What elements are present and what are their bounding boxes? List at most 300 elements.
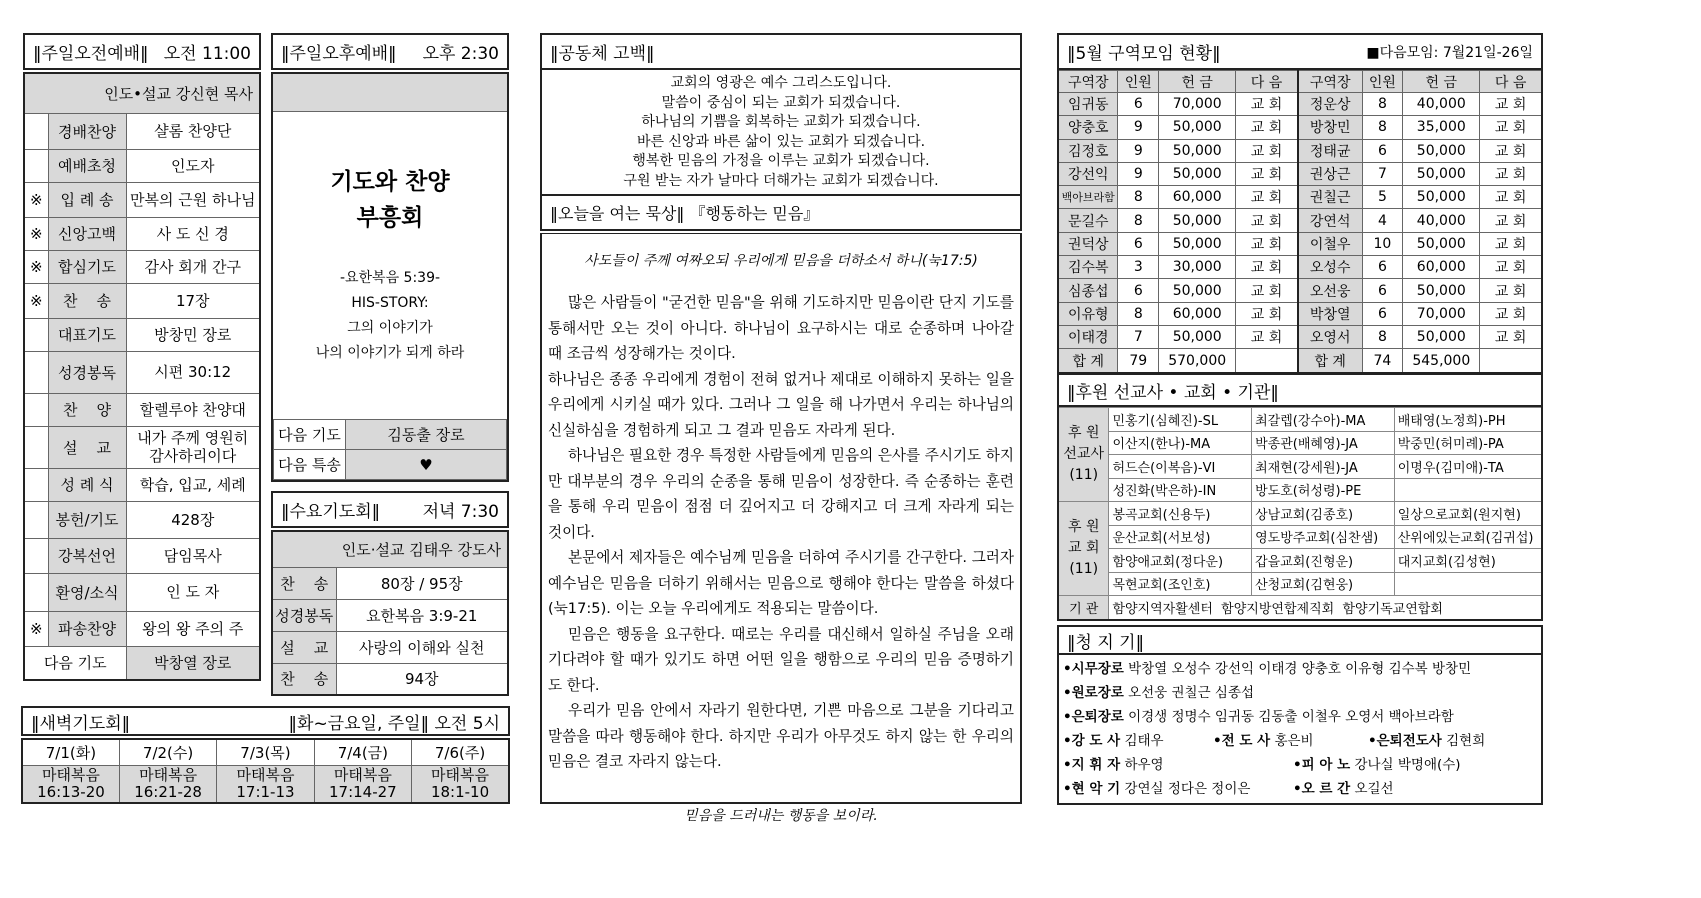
district-cell: 교 회 xyxy=(1480,186,1542,209)
dawn-reading xyxy=(314,765,411,803)
district-cell: 50,000 xyxy=(1403,186,1480,209)
district-cell: 7 xyxy=(1362,162,1403,185)
support-row xyxy=(1058,572,1542,596)
order-row xyxy=(24,501,260,538)
staff-header xyxy=(1057,625,1543,655)
district-cell: 방창민 xyxy=(1298,116,1362,139)
wednesday-row-value: 94장 xyxy=(336,663,508,695)
dawn-book: 마태복음 xyxy=(431,765,490,784)
meditation-paragraph-2: 하나님은 종종 우리에게 경험이 전혀 없거나 제대로 이해하지 못하는 일을 우리에게 시키실 때가 있다. 그러나 그 일을 해 나가면서 우리는 하나님의 신실하심을 경험하게 되고 그 결과 믿음도 자라게 된다. xyxy=(548,370,1014,439)
confession-line: 바른 신앙과 바른 삶이 있는 교회가 되겠습니다. xyxy=(636,133,926,150)
order-row xyxy=(24,283,260,318)
meditation-verse: 사도들이 주께 여짜오되 우리에게 믿음을 더하소서 하니(눅17:5) xyxy=(584,253,978,269)
support-title: ‖후원 선교사 • 교회 • 기관‖ xyxy=(1067,382,1279,403)
district-cell: 6 xyxy=(1118,93,1159,116)
afternoon-time: 오후 2:30 xyxy=(422,44,499,64)
wednesday-row-label: 설 교 xyxy=(272,631,336,663)
support-entry: 방도호(허성령)-PE xyxy=(1252,478,1395,502)
support-entry: 배태영(노정희)-PH xyxy=(1394,408,1542,432)
district-cell: 70,000 xyxy=(1403,302,1480,325)
organist: 오길선 xyxy=(1354,781,1394,797)
district-report xyxy=(1057,33,1543,374)
org-list: 함양지역자활센터 함양지방연합제직회 함양기독교연합회 xyxy=(1109,596,1542,620)
meditation-paragraph-4: 본문에서 제자들은 예수님께 믿음을 더하여 주시기를 간구한다. 그러자 예수님은 믿음을 더하기 위해서는 믿음으로 행해야 한다는 말씀을 하셨다(눅17:5). 이는 오늘 우리에게도 적용되는 말씀이다. xyxy=(548,549,1014,617)
district-cell: 교 회 xyxy=(1480,93,1542,116)
district-cell: 4 xyxy=(1362,209,1403,232)
dawn-book: 마태복음 xyxy=(236,765,295,784)
order-mark: ※ xyxy=(24,250,48,283)
order-mark xyxy=(24,426,48,468)
dawn-reading xyxy=(412,765,509,803)
morning-leader: 인도•설교 강신현 목사 xyxy=(24,73,260,113)
dawn-service xyxy=(21,706,510,804)
retired-elders: 이경생 정명수 임귀동 김동출 이철우 오영서 백아브라함 xyxy=(1128,709,1454,725)
order-label: 대표기도 xyxy=(48,318,126,351)
order-row xyxy=(24,426,260,468)
org-label: 기 관 xyxy=(1058,596,1109,620)
support-entry: 성진화(박은하)-IN xyxy=(1109,478,1252,502)
district-cell: 60,000 xyxy=(1159,302,1236,325)
dawn-day: 7/4(금) xyxy=(314,739,411,765)
support-entry: 박종관(배혜영)-JA xyxy=(1252,431,1395,455)
support-section xyxy=(1057,373,1543,621)
support-row xyxy=(1058,431,1542,455)
district-cell: 이유형 xyxy=(1058,302,1118,325)
afternoon-service xyxy=(271,33,509,482)
district-total-cell: 74 xyxy=(1362,349,1403,373)
order-value: 내가 주께 영원히 감사하리이다 xyxy=(126,426,260,468)
meditation-header xyxy=(540,194,1022,231)
confession-line: 구원 받는 자가 날마다 더해가는 교회가 되겠습니다. xyxy=(623,172,939,189)
district-cell: 50,000 xyxy=(1403,325,1480,348)
afternoon-main-title: 기도와 찬양 xyxy=(330,169,450,195)
wednesday-row xyxy=(272,567,508,599)
order-value: 428장 xyxy=(126,501,260,538)
district-cell: 6 xyxy=(1362,302,1403,325)
order-value: 학습, 입교, 세례 xyxy=(126,468,260,501)
afternoon-verse: -요한복음 5:39- xyxy=(339,270,441,286)
support-entry: 산위에있는교회(김귀섭) xyxy=(1394,525,1542,549)
district-row xyxy=(1058,325,1542,348)
district-cell: 40,000 xyxy=(1403,209,1480,232)
wednesday-row-value: 사랑의 이해와 실천 xyxy=(336,631,508,663)
district-row xyxy=(1058,256,1542,279)
district-cell: 8 xyxy=(1362,93,1403,116)
district-title: ‖5월 구역모임 현황‖ xyxy=(1067,44,1221,64)
order-row xyxy=(24,182,260,217)
order-label: 성 례 식 xyxy=(48,468,126,501)
district-cell: 양충호 xyxy=(1058,116,1118,139)
district-table xyxy=(1057,70,1543,374)
district-cell: 임귀동 xyxy=(1058,93,1118,116)
order-label: 강복선언 xyxy=(48,538,126,573)
support-entry: 민홍기(심혜진)-SL xyxy=(1109,408,1252,432)
district-cell: 심종섭 xyxy=(1058,279,1118,302)
wednesday-row xyxy=(272,599,508,631)
honorary-label: •원로장로 xyxy=(1063,685,1124,701)
district-header xyxy=(1057,33,1543,70)
ret-evangelist: 김현희 xyxy=(1446,733,1486,749)
district-col-header: 헌 금 xyxy=(1403,71,1480,93)
confession-line: 행복한 믿음의 가정을 이루는 교회가 되겠습니다. xyxy=(632,153,930,169)
support-entry: 대지교회(김성현) xyxy=(1394,549,1542,573)
district-row xyxy=(1058,232,1542,255)
wednesday-leader: 인도·설교 김태우 강도사 xyxy=(272,531,508,567)
order-value: 시편 30:12 xyxy=(126,351,260,393)
support-entry: 봉곡교회(신용두) xyxy=(1109,502,1252,526)
meditation-body xyxy=(540,233,1022,824)
support-entry: 함양애교회(정다운) xyxy=(1109,549,1252,573)
district-cell: 9 xyxy=(1118,162,1159,185)
district-cell: 정운상 xyxy=(1298,93,1362,116)
support-entry xyxy=(1394,478,1542,502)
district-cell: 권칠근 xyxy=(1298,186,1362,209)
dawn-header xyxy=(21,706,510,736)
district-row xyxy=(1058,302,1542,325)
dawn-book: 마태복음 xyxy=(139,765,198,784)
district-cell: 교 회 xyxy=(1236,209,1298,232)
district-total-row xyxy=(1058,349,1542,373)
confession-line: 말씀이 중심이 되는 교회가 되겠습니다. xyxy=(661,94,901,111)
elders: 박창열 오성수 강선익 이태경 양충호 이유형 김수복 방창민 xyxy=(1128,661,1472,677)
district-row xyxy=(1058,162,1542,185)
order-mark xyxy=(24,468,48,501)
order-label: 예배초청 xyxy=(48,149,126,182)
next-special-value: ♥ xyxy=(346,450,507,480)
district-cell: 교 회 xyxy=(1480,325,1542,348)
order-row xyxy=(24,351,260,393)
order-label: 성경봉독 xyxy=(48,351,126,393)
conductor: 하우영 xyxy=(1124,757,1164,773)
district-cell: 교 회 xyxy=(1236,279,1298,302)
confession-title: ‖공동체 고백‖ xyxy=(550,44,655,64)
order-mark xyxy=(24,393,48,426)
district-next: ■다음모임: 7월21일-26일 xyxy=(1366,44,1533,61)
meditation-title: ‖오늘을 여는 묵상‖ 『행동하는 믿음』 xyxy=(550,204,820,223)
district-col-header: 구역장 xyxy=(1058,71,1118,93)
order-label: 신앙고백 xyxy=(48,217,126,250)
confession-line: 교회의 영광은 예수 그리스도입니다. xyxy=(670,75,892,91)
support-org-row xyxy=(1058,596,1542,620)
district-cell: 교 회 xyxy=(1236,325,1298,348)
elder-label: •시무장로 xyxy=(1063,661,1124,677)
district-cell: 교 회 xyxy=(1480,139,1542,162)
evangelist-label: •전 도 사 xyxy=(1213,733,1271,749)
district-cell: 교 회 xyxy=(1236,162,1298,185)
order-mark xyxy=(24,113,48,149)
district-cell: 9 xyxy=(1118,139,1159,162)
support-row xyxy=(1058,502,1542,526)
district-cell: 교 회 xyxy=(1236,256,1298,279)
order-value: 인도자 xyxy=(126,149,260,182)
order-label: 찬 송 xyxy=(48,283,126,318)
morning-title: ‖주일오전예배‖ xyxy=(33,44,149,64)
band: 강연실 정다은 정이은 xyxy=(1124,781,1251,797)
district-col-header: 다 음 xyxy=(1236,71,1298,93)
order-value: 17장 xyxy=(126,283,260,318)
morning-next-value: 박창열 장로 xyxy=(126,646,260,680)
district-cell: 교 회 xyxy=(1480,302,1542,325)
support-entry: 최재현(강세원)-JA xyxy=(1252,455,1395,479)
order-row xyxy=(24,217,260,250)
order-mark xyxy=(24,538,48,573)
dawn-day: 7/1(화) xyxy=(22,739,119,765)
district-cell: 문길수 xyxy=(1058,209,1118,232)
support-row xyxy=(1058,525,1542,549)
district-col-header: 인원 xyxy=(1362,71,1403,93)
dawn-book: 마태복음 xyxy=(333,765,392,784)
district-cell: 오영서 xyxy=(1298,325,1362,348)
support-row xyxy=(1058,455,1542,479)
confession xyxy=(540,33,1022,194)
district-total-cell: 합 계 xyxy=(1058,349,1118,373)
order-mark xyxy=(24,318,48,351)
district-col-header: 헌 금 xyxy=(1159,71,1236,93)
afternoon-sermon-1: HIS-STORY: xyxy=(351,295,429,311)
district-cell: 박창열 xyxy=(1298,302,1362,325)
support-row xyxy=(1058,478,1542,502)
district-col-header: 인원 xyxy=(1118,71,1159,93)
order-mark xyxy=(24,351,48,393)
afternoon-sermon-3: 나의 이야기가 되게 하라 xyxy=(315,345,465,361)
support-row xyxy=(1058,549,1542,573)
dawn-title: ‖새벽기도회‖ xyxy=(31,713,131,734)
support-entry: 박중민(허미례)-PA xyxy=(1394,431,1542,455)
district-cell: 백아브라함 xyxy=(1058,186,1118,209)
afternoon-sermon-2: 그의 이야기가 xyxy=(347,320,433,336)
district-cell: 6 xyxy=(1362,139,1403,162)
district-cell: 8 xyxy=(1118,186,1159,209)
dawn-reading xyxy=(119,765,216,803)
order-label: 찬 양 xyxy=(48,393,126,426)
district-cell: 교 회 xyxy=(1236,232,1298,255)
order-value: 인 도 자 xyxy=(126,573,260,611)
wednesday-row-label: 찬 송 xyxy=(272,567,336,599)
wednesday-row-label: 찬 송 xyxy=(272,663,336,695)
district-row xyxy=(1058,93,1542,116)
district-cell: 40,000 xyxy=(1403,93,1480,116)
district-cell: 50,000 xyxy=(1159,116,1236,139)
meditation xyxy=(540,194,1022,824)
district-cell: 정태균 xyxy=(1298,139,1362,162)
district-cell: 50,000 xyxy=(1403,232,1480,255)
wednesday-table xyxy=(271,530,509,696)
dawn-table xyxy=(21,738,510,804)
district-cell: 강선익 xyxy=(1058,162,1118,185)
order-value: 왕의 왕 주의 주 xyxy=(126,611,260,646)
dawn-schedule: ‖화~금요일, 주일‖ 오전 5시 xyxy=(288,713,500,734)
preacher-label: •강 도 사 xyxy=(1063,733,1121,749)
district-cell: 60,000 xyxy=(1159,186,1236,209)
order-value: 방창민 장로 xyxy=(126,318,260,351)
district-header-row xyxy=(1058,71,1542,93)
ret-evangelist-label: •은퇴전도사 xyxy=(1368,733,1442,749)
district-col-header: 구역장 xyxy=(1298,71,1362,93)
staff-section xyxy=(1057,625,1543,805)
order-row xyxy=(24,250,260,283)
support-entry: 상남교회(김종호) xyxy=(1252,502,1395,526)
morning-order-table xyxy=(23,72,261,681)
district-cell: 김수복 xyxy=(1058,256,1118,279)
district-cell: 교 회 xyxy=(1480,162,1542,185)
district-cell: 김정호 xyxy=(1058,139,1118,162)
order-value: 샬롬 찬양단 xyxy=(126,113,260,149)
order-mark xyxy=(24,501,48,538)
afternoon-main-sub: 부흥회 xyxy=(356,205,424,231)
district-cell: 교 회 xyxy=(1236,186,1298,209)
district-cell: 오선웅 xyxy=(1298,279,1362,302)
district-cell: 9 xyxy=(1118,116,1159,139)
preacher: 김태우 xyxy=(1124,733,1164,749)
support-entry: 최갈렙(강수아)-MA xyxy=(1252,408,1395,432)
wednesday-row-value: 80장 / 95장 xyxy=(336,567,508,599)
support-entry: 영도방주교회(심찬샘) xyxy=(1252,525,1395,549)
district-cell: 30,000 xyxy=(1159,256,1236,279)
pianist: 강나실 박명애(수) xyxy=(1354,757,1461,773)
meditation-paragraph-5: 믿음은 행동을 요구한다. 때로는 우리를 대신해서 일하실 주님을 오래 기다려야 할 때가 있기도 하면 어떤 일을 행함으로 우리의 믿음 증명하기도 한다. xyxy=(548,625,1014,694)
district-cell: 50,000 xyxy=(1159,209,1236,232)
retired-label: •은퇴장로 xyxy=(1063,709,1124,725)
district-cell: 교 회 xyxy=(1480,256,1542,279)
wednesday-row xyxy=(272,663,508,695)
district-cell: 6 xyxy=(1362,279,1403,302)
district-cell: 교 회 xyxy=(1480,116,1542,139)
order-label: 설 교 xyxy=(48,426,126,468)
district-cell: 교 회 xyxy=(1236,302,1298,325)
district-cell: 3 xyxy=(1118,256,1159,279)
district-cell: 50,000 xyxy=(1159,279,1236,302)
dawn-reading xyxy=(217,765,314,803)
wednesday-header xyxy=(271,491,509,528)
dawn-ref: 17:1-13 xyxy=(236,782,295,801)
order-label: 환영/소식 xyxy=(48,573,126,611)
district-cell: 50,000 xyxy=(1403,139,1480,162)
district-cell: 5 xyxy=(1362,186,1403,209)
support-group-label: 후 원 교 회 (11) xyxy=(1058,502,1109,596)
district-cell: 50,000 xyxy=(1159,325,1236,348)
evangelist: 홍은비 xyxy=(1274,733,1314,749)
order-row xyxy=(24,113,260,149)
next-prayer-label: 다음 기도 xyxy=(274,420,346,450)
afternoon-title: ‖주일오후예배‖ xyxy=(281,44,397,64)
support-entry: 이명우(김미애)-TA xyxy=(1394,455,1542,479)
dawn-ref: 17:14-27 xyxy=(329,782,397,801)
order-value: 만복의 근원 하나님 xyxy=(126,182,260,217)
district-row xyxy=(1058,139,1542,162)
district-cell: 50,000 xyxy=(1403,162,1480,185)
district-cell: 권덕상 xyxy=(1058,232,1118,255)
district-cell: 60,000 xyxy=(1403,256,1480,279)
support-entry: 일상으로교회(원지현) xyxy=(1394,502,1542,526)
order-mark: ※ xyxy=(24,182,48,217)
order-mark xyxy=(24,573,48,611)
wednesday-row-label: 성경봉독 xyxy=(272,599,336,631)
dawn-ref: 16:13-20 xyxy=(37,782,105,801)
district-cell: 50,000 xyxy=(1159,162,1236,185)
meditation-paragraph-3: 하나님은 필요한 경우 특정한 사람들에게 믿음의 은사를 주시기도 하지만 대부분의 경우 우리의 순종을 통해 믿음이 성장한다. 즉 순종하는 훈련을 통해 우리 믿음이 점점 더 깊어지고 더 강해지고 더 크게 자라게 되는 것이다. xyxy=(548,447,1014,541)
district-row xyxy=(1058,116,1542,139)
district-cell: 6 xyxy=(1118,232,1159,255)
district-total-cell: 79 xyxy=(1118,349,1159,373)
afternoon-header xyxy=(271,33,509,70)
order-label: 경배찬양 xyxy=(48,113,126,149)
district-col-header: 다 음 xyxy=(1480,71,1542,93)
dawn-ref: 18:1-10 xyxy=(430,782,490,801)
order-label: 봉헌/기도 xyxy=(48,501,126,538)
district-cell: 6 xyxy=(1118,279,1159,302)
district-cell: 이태경 xyxy=(1058,325,1118,348)
order-mark: ※ xyxy=(24,611,48,646)
district-total-cell: 545,000 xyxy=(1403,349,1480,373)
district-row xyxy=(1058,279,1542,302)
district-row xyxy=(1058,209,1542,232)
district-cell: 오성수 xyxy=(1298,256,1362,279)
dawn-day: 7/2(수) xyxy=(119,739,216,765)
confession-line: 하나님의 기쁨을 회복하는 교회가 되겠습니다. xyxy=(641,114,921,130)
district-cell: 교 회 xyxy=(1236,139,1298,162)
district-cell: 강연석 xyxy=(1298,209,1362,232)
wednesday-service xyxy=(271,491,509,696)
wednesday-row-value: 요한복음 3:9-21 xyxy=(336,599,508,631)
district-cell: 교 회 xyxy=(1480,209,1542,232)
order-value: 담임목사 xyxy=(126,538,260,573)
staff-title: ‖청 지 기‖ xyxy=(1067,632,1145,653)
support-entry: 산청교회(김현웅) xyxy=(1252,572,1395,596)
next-special-label: 다음 특송 xyxy=(274,450,346,480)
dawn-day: 7/3(목) xyxy=(217,739,314,765)
meditation-closing: 믿음을 드러내는 행동을 보이라. xyxy=(684,807,878,824)
order-row xyxy=(24,318,260,351)
district-cell: 교 회 xyxy=(1480,232,1542,255)
district-cell: 교 회 xyxy=(1480,279,1542,302)
order-row xyxy=(24,149,260,182)
district-cell: 교 회 xyxy=(1236,116,1298,139)
order-row xyxy=(24,468,260,501)
order-row xyxy=(24,611,260,646)
order-row xyxy=(24,393,260,426)
district-cell: 교 회 xyxy=(1236,93,1298,116)
order-row xyxy=(24,538,260,573)
support-header xyxy=(1057,373,1543,407)
order-value: 할렐루야 찬양대 xyxy=(126,393,260,426)
district-row xyxy=(1058,186,1542,209)
district-cell: 35,000 xyxy=(1403,116,1480,139)
district-total-cell: 합 계 xyxy=(1298,349,1362,373)
morning-service xyxy=(23,33,261,681)
district-cell: 70,000 xyxy=(1159,93,1236,116)
order-label: 입 례 송 xyxy=(48,182,126,217)
staff-body xyxy=(1057,655,1543,805)
confession-header xyxy=(540,33,1022,70)
order-mark xyxy=(24,149,48,182)
order-label: 합심기도 xyxy=(48,250,126,283)
support-group-label: 후 원 선교사 (11) xyxy=(1058,408,1109,502)
support-table xyxy=(1057,407,1543,621)
support-entry xyxy=(1394,572,1542,596)
dawn-book: 마태복음 xyxy=(41,765,100,784)
band-label: •현 악 기 xyxy=(1063,781,1121,797)
district-cell: 6 xyxy=(1362,256,1403,279)
wednesday-title: ‖수요기도회‖ xyxy=(281,502,381,522)
order-label: 파송찬양 xyxy=(48,611,126,646)
wednesday-row xyxy=(272,631,508,663)
district-cell: 8 xyxy=(1362,116,1403,139)
support-entry: 이산지(한나)-MA xyxy=(1109,431,1252,455)
support-row xyxy=(1058,408,1542,432)
district-cell: 10 xyxy=(1362,232,1403,255)
conductor-label: •지 휘 자 xyxy=(1063,757,1121,773)
honorary-elders: 오선웅 권칠근 심종섭 xyxy=(1128,685,1255,701)
